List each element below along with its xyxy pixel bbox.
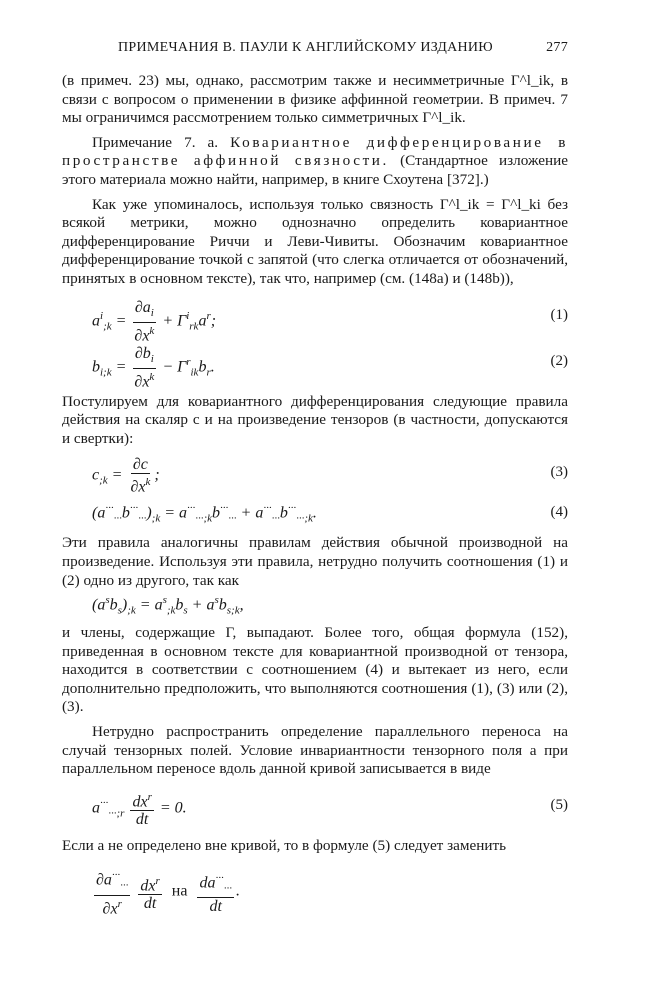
running-header (62, 40, 568, 70)
paragraph-7: Если a не определено вне кривой, то в формуле (5) следует заменить (62, 836, 507, 854)
replacement-word: на (171, 883, 188, 901)
note-7 (62, 134, 568, 190)
equation-3: $c_{;k}$ = $\frac{\partial c}{\partial x^k}$ ; (3) (92, 456, 568, 496)
running-title: ПРИМЕЧАНИЯ В. ПАУЛИ К АНГЛИЙСКОМУ ИЗДАНИЮ (118, 40, 493, 55)
paragraph-6: Нетрудно распространить определение параллельного переноса на случай тензорных полей. Условие инвариантности тензорного поля a при параллельном переносе вдоль данной кривой записывается в виде (62, 723, 568, 778)
note-7-label: Примечание 7. а. (92, 133, 219, 151)
equation-replacement: $\frac{\partial a^{\cdot\cdot\cdot}_{\cdot\cdot\cdot}}{\partial x^r}$ $\frac{dx^r}{dt}$ на $\frac{da^{\cdot\cdot\cdot}_{\cdot\cdot\cdot}}{dt}$ . (96, 869, 240, 918)
paragraph-4: Эти правила аналогичны правилам действия обычной производной на произведение. Используя эти правила, нетрудно получить соотношения (1) и (2) одно из другого, так как (62, 534, 568, 589)
page (62, 40, 569, 918)
paragraph-5: и члены, содержащие Γ, выпадают. Более того, общая формула (152), приведенная в основном тексте для ковариантной производной от тензора, находится в соответствии с соотношением (4) и вытекает из него, если дополнительно предположить, что выполняются соотношения (1), (3) или (2), (3). (62, 624, 568, 716)
note-7-rest: (Стандартное изложение этого материала можно найти, например, в книге Схоутена [372].) (62, 152, 568, 188)
equation-3-number: (3) (550, 464, 568, 481)
equation-2: $b_{i;k}$ = $\frac{\partial b_i}{\partial x^k}$ − $\Gamma^r_{ik}b_r$. (2) (92, 344, 568, 391)
equation-5: $a^{\cdot\cdot\cdot}_{\cdot\cdot\cdot;r}$ $\frac{dx^r}{dt}$ = 0. (5) (92, 790, 568, 829)
equation-1-number: (1) (550, 306, 568, 323)
equation-2-number: (2) (550, 352, 568, 369)
page-number: 277 (546, 40, 568, 55)
paragraph-1: (в примеч. 23) мы, однако, рассмотрим также и несимметричные Γ^l_ik, в связи с вопросом о применении в физике аффинной геометрии. В примеч. 7 мы ограничимся рассмотрением только симметричных Γ^l_ik. (62, 72, 568, 127)
equation-4: $(a^{\cdot\cdot\cdot}_{\cdot\cdot\cdot}b^{\cdot\cdot\cdot}_{\cdot\cdot\cdot})_{;k} = a^{\cdot\cdot\cdot}_{\cdot\cdot\cdot;k}b^{\cdot\cdot\cdot}_{\cdot\cdot\cdot} + a^{\cdot\cdot\cdot}_{\cdot\cdot\cdot}b^{\cdot\cdot\cdot}_{\cdot\cdot\cdot;k}$. (4) (92, 502, 568, 525)
equation-4-number: (4) (550, 504, 568, 521)
paragraph-2: Как уже упоминалось, используя только связность Γ^l_ik = Γ^l_ki без всякой метрики, можно однозначно определить ковариантное дифференцирование Риччи и Леви-Чивиты. Обозначим ковариантное дифференцирование точкой с запятой (что слегка отличается от обозначений, принятых в основном тексте), так что, например (см. (148а) и (148b)), (62, 195, 568, 287)
equation-product: $(a^sb_s)_{;k} = a^s_{;k}b_s + a^sb_{s;k}$, (92, 594, 244, 617)
note-7-spaced-title: Ковариантное дифференцирование в пространстве аффинной связности. (62, 133, 569, 170)
equation-1: $a^i_{;k}$ = $\frac{\partial a_i}{\partial x^k}$ + $\Gamma^i_{rk}a^r$; (1) (92, 298, 568, 345)
equation-5-number: (5) (550, 796, 568, 813)
paragraph-3: Постулируем для ковариантного дифференцирования следующие правила действия на скаляр c и на произведение тензоров (в частности, допускаются и свертки): (62, 392, 568, 447)
